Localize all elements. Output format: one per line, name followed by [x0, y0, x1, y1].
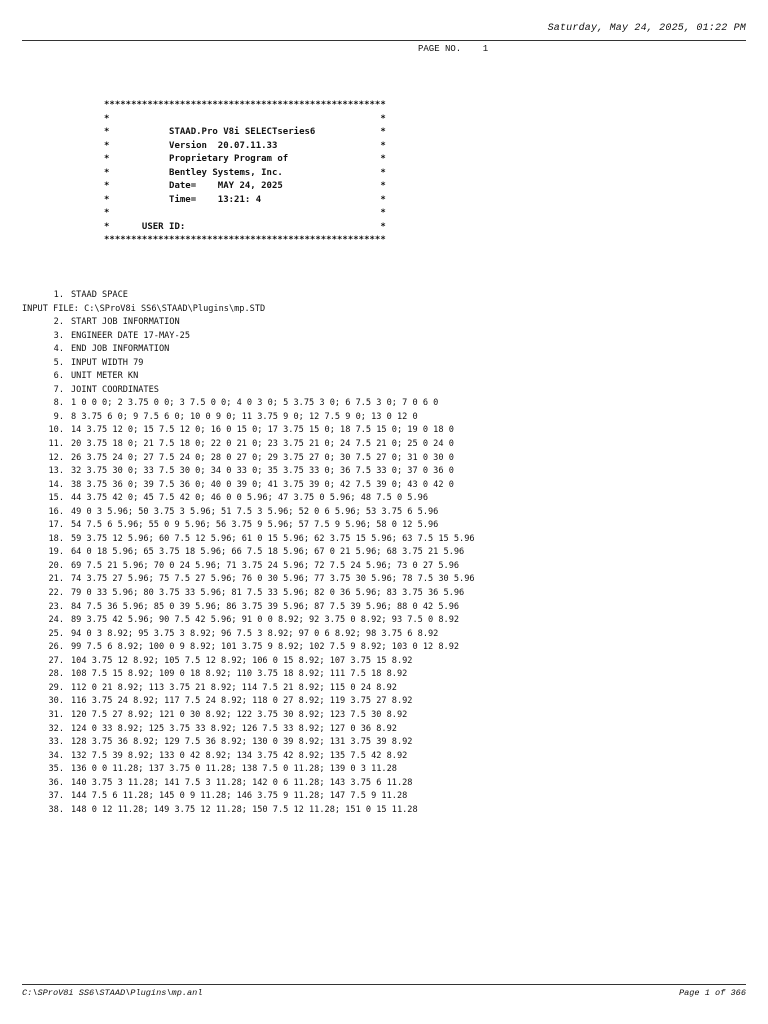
listing-line: [22, 411, 475, 425]
line-text: 132 7.5 39 8.92; 133 0 42 8.92; 134 3.75 42 8.92; 135 7.5 42 8.92: [71, 750, 408, 761]
listing-line: [22, 641, 475, 655]
line-text: 89 3.75 42 5.96; 90 7.5 42 5.96; 91 0 0 8.92; 92 3.75 0 8.92; 93 7.5 0 8.92: [71, 615, 460, 626]
line-number: 38.: [48, 804, 64, 815]
header-divider: [22, 40, 746, 41]
line-number: 34.: [48, 750, 64, 761]
line-text: 108 7.5 15 8.92; 109 0 18 8.92; 110 3.75 18 8.92; 111 7.5 18 8.92: [71, 669, 408, 680]
line-text: ENGINEER DATE 17-MAY-25: [71, 330, 190, 341]
listing-line: [22, 546, 475, 560]
line-number: 24.: [48, 615, 64, 626]
line-text: JOINT COORDINATES: [71, 384, 159, 395]
line-number: 37.: [48, 791, 64, 802]
listing-line: [22, 519, 475, 533]
listing-line: [22, 424, 475, 438]
program-banner: [104, 99, 386, 248]
line-text: END JOB INFORMATION: [71, 344, 170, 355]
line-number: 2.: [53, 317, 64, 328]
banner-line: ****************************************************: [104, 100, 386, 110]
line-text: 14 3.75 12 0; 15 7.5 12 0; 16 0 15 0; 17 3.75 15 0; 18 7.5 15 0; 19 0 18 0: [71, 425, 454, 436]
listing-line: [22, 506, 475, 520]
line-text: STAAD SPACE: [71, 290, 128, 300]
line-number: 20.: [48, 560, 64, 571]
line-number: 11.: [48, 439, 64, 450]
listing-line: [22, 763, 475, 777]
line-text: 26 3.75 24 0; 27 7.5 24 0; 28 0 27 0; 29 3.75 27 0; 30 7.5 27 0; 31 0 30 0: [71, 452, 454, 463]
listing-line: [22, 289, 475, 303]
line-number: 25.: [48, 628, 64, 639]
listing-line: [22, 628, 475, 642]
line-text: 144 7.5 6 11.28; 145 0 9 11.28; 146 3.75 9 11.28; 147 7.5 9 11.28: [71, 791, 408, 802]
line-text: 84 7.5 36 5.96; 85 0 39 5.96; 86 3.75 39 5.96; 87 7.5 39 5.96; 88 0 42 5.96: [71, 601, 460, 612]
line-text: 112 0 21 8.92; 113 3.75 21 8.92; 114 7.5 21 8.92; 115 0 24 8.92: [71, 682, 397, 693]
footer-divider: [22, 984, 746, 985]
line-number: 18.: [48, 533, 64, 544]
line-number: 10.: [48, 425, 64, 436]
listing-line: [22, 601, 475, 615]
line-number: 9.: [53, 411, 64, 422]
line-number: 1.: [53, 290, 64, 300]
line-number: 35.: [48, 764, 64, 775]
footer-file-path: C:\SProV8i SS6\STAAD\Plugins\mp.anl: [22, 988, 203, 998]
banner-line: * *: [104, 113, 386, 124]
banner-line: * Version 20.07.11.33 *: [104, 140, 386, 151]
header-datetime: Saturday, May 24, 2025, 01:22 PM: [547, 23, 746, 34]
banner-line: ****************************************************: [104, 235, 386, 246]
listing-line: [22, 614, 475, 628]
listing-line: [22, 682, 475, 696]
line-text: UNIT METER KN: [71, 371, 139, 382]
line-number: 3.: [53, 330, 64, 341]
line-number: 33.: [48, 737, 64, 748]
listing-line: [22, 804, 475, 818]
line-number: 15.: [48, 493, 64, 504]
listing-line: [22, 316, 475, 330]
line-text: 116 3.75 24 8.92; 117 7.5 24 8.92; 118 0 27 8.92; 119 3.75 27 8.92: [71, 696, 413, 707]
line-text: 79 0 33 5.96; 80 3.75 33 5.96; 81 7.5 33 5.96; 82 0 36 5.96; 83 3.75 36 5.96: [71, 588, 465, 599]
listing-line: [22, 330, 475, 344]
line-number: 28.: [48, 669, 64, 680]
line-number: 5.: [53, 357, 64, 368]
listing-line: [22, 750, 475, 764]
line-text: 32 3.75 30 0; 33 7.5 30 0; 34 0 33 0; 35 3.75 33 0; 36 7.5 33 0; 37 0 36 0: [71, 466, 454, 477]
banner-line: * Bentley Systems, Inc. *: [104, 167, 386, 178]
line-text: 128 3.75 36 8.92; 129 7.5 36 8.92; 130 0 39 8.92; 131 3.75 39 8.92: [71, 737, 413, 748]
line-number: 27.: [48, 655, 64, 666]
line-text: 44 3.75 42 0; 45 7.5 42 0; 46 0 0 5.96; 47 3.75 0 5.96; 48 7.5 0 5.96: [71, 493, 428, 504]
line-number: 17.: [48, 520, 64, 531]
listing-line: [22, 397, 475, 411]
footer-page-count: Page 1 of 366: [678, 988, 746, 998]
banner-line: * USER ID: *: [104, 221, 386, 232]
listing-line: [22, 560, 475, 574]
line-number: 29.: [48, 682, 64, 693]
banner-line: * Proprietary Program of *: [104, 154, 386, 165]
line-number: 13.: [48, 466, 64, 477]
line-text: 49 0 3 5.96; 50 3.75 3 5.96; 51 7.5 3 5.96; 52 0 6 5.96; 53 3.75 6 5.96: [71, 506, 439, 517]
line-number: 12.: [48, 452, 64, 463]
line-number: 4.: [53, 344, 64, 355]
line-text: 99 7.5 6 8.92; 100 0 9 8.92; 101 3.75 9 8.92; 102 7.5 9 8.92; 103 0 12 8.92: [71, 642, 460, 653]
line-text: 104 3.75 12 8.92; 105 7.5 12 8.92; 106 0 15 8.92; 107 3.75 15 8.92: [71, 655, 413, 666]
line-text: 148 0 12 11.28; 149 3.75 12 11.28; 150 7.5 12 11.28; 151 0 15 11.28: [71, 804, 418, 815]
page-number: PAGE NO. 1: [418, 44, 489, 54]
line-text: 94 0 3 8.92; 95 3.75 3 8.92; 96 7.5 3 8.92; 97 0 6 8.92; 98 3.75 6 8.92: [71, 628, 439, 639]
line-number: 7.: [53, 384, 64, 395]
line-text: 1 0 0 0; 2 3.75 0 0; 3 7.5 0 0; 4 0 3 0; 5 3.75 3 0; 6 7.5 3 0; 7 0 6 0: [71, 398, 439, 409]
listing-line: [22, 479, 475, 493]
listing-line: [22, 370, 475, 384]
line-text: 8 3.75 6 0; 9 7.5 6 0; 10 0 9 0; 11 3.75 9 0; 12 7.5 9 0; 13 0 12 0: [71, 411, 418, 422]
input-listing: [22, 289, 475, 817]
listing-line: [22, 573, 475, 587]
line-number: 36.: [48, 777, 64, 788]
line-text: 124 0 33 8.92; 125 3.75 33 8.92; 126 7.5 33 8.92; 127 0 36 8.92: [71, 723, 397, 734]
listing-line: [22, 465, 475, 479]
line-text: 54 7.5 6 5.96; 55 0 9 5.96; 56 3.75 9 5.96; 57 7.5 9 5.96; 58 0 12 5.96: [71, 520, 439, 531]
line-number: 22.: [48, 588, 64, 599]
line-number: 31.: [48, 709, 64, 720]
line-number: 26.: [48, 642, 64, 653]
line-text: 120 7.5 27 8.92; 121 0 30 8.92; 122 3.75 30 8.92; 123 7.5 30 8.92: [71, 709, 408, 720]
line-number: 8.: [53, 398, 64, 409]
line-text: INPUT FILE: C:\SProV8i SS6\STAAD\Plugins\mp.STD: [22, 303, 266, 314]
line-number: 23.: [48, 601, 64, 612]
listing-line: [22, 357, 475, 371]
listing-line: [22, 303, 475, 317]
line-text: 20 3.75 18 0; 21 7.5 18 0; 22 0 21 0; 23 3.75 21 0; 24 7.5 21 0; 25 0 24 0: [71, 439, 454, 450]
listing-line: [22, 655, 475, 669]
line-text: 74 3.75 27 5.96; 75 7.5 27 5.96; 76 0 30 5.96; 77 3.75 30 5.96; 78 7.5 30 5.96: [71, 574, 475, 585]
listing-line: [22, 709, 475, 723]
line-text: START JOB INFORMATION: [71, 317, 180, 328]
banner-line: * Time= 13:21: 4 *: [104, 194, 386, 205]
line-number: 30.: [48, 696, 64, 707]
line-number: 16.: [48, 506, 64, 517]
line-number: 32.: [48, 723, 64, 734]
listing-line: [22, 790, 475, 804]
line-text: 64 0 18 5.96; 65 3.75 18 5.96; 66 7.5 18 5.96; 67 0 21 5.96; 68 3.75 21 5.96: [71, 547, 465, 558]
listing-line: [22, 452, 475, 466]
line-number: 6.: [53, 371, 64, 382]
listing-line: [22, 492, 475, 506]
listing-line: [22, 533, 475, 547]
banner-line: * *: [104, 208, 386, 219]
listing-line: [22, 668, 475, 682]
line-text: 136 0 0 11.28; 137 3.75 0 11.28; 138 7.5 0 11.28; 139 0 3 11.28: [71, 764, 397, 775]
line-text: 140 3.75 3 11.28; 141 7.5 3 11.28; 142 0 6 11.28; 143 3.75 6 11.28: [71, 777, 413, 788]
listing-line: [22, 343, 475, 357]
line-text: 59 3.75 12 5.96; 60 7.5 12 5.96; 61 0 15 5.96; 62 3.75 15 5.96; 63 7.5 15 5.96: [71, 533, 475, 544]
listing-line: [22, 723, 475, 737]
listing-line: [22, 587, 475, 601]
banner-line: * Date= MAY 24, 2025 *: [104, 181, 386, 192]
listing-line: [22, 384, 475, 398]
listing-line: [22, 438, 475, 452]
line-text: 38 3.75 36 0; 39 7.5 36 0; 40 0 39 0; 41 3.75 39 0; 42 7.5 39 0; 43 0 42 0: [71, 479, 454, 490]
listing-line: [22, 695, 475, 709]
line-text: INPUT WIDTH 79: [71, 357, 144, 368]
line-number: 19.: [48, 547, 64, 558]
line-number: 14.: [48, 479, 64, 490]
listing-line: [22, 777, 475, 791]
listing-line: [22, 736, 475, 750]
banner-line: * STAAD.Pro V8i SELECTseries6 *: [104, 127, 386, 138]
line-text: 69 7.5 21 5.96; 70 0 24 5.96; 71 3.75 24 5.96; 72 7.5 24 5.96; 73 0 27 5.96: [71, 560, 460, 571]
line-number: 21.: [48, 574, 64, 585]
